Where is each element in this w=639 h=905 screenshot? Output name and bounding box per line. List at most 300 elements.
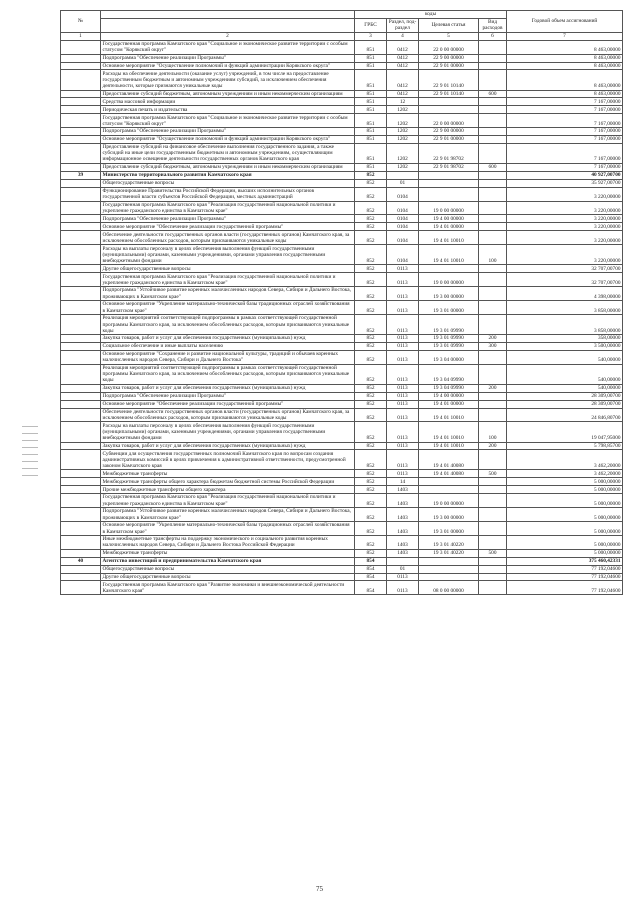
cell-r [387, 171, 419, 179]
cell-t: Функционирование Правительства Российской Федерации, высших исполнительных органов государственной власти субъектов Российской Федерации, местных администраций [101, 187, 355, 201]
cell-n [61, 335, 101, 343]
cell-s: 3 462,20000 [507, 450, 623, 470]
cell-c: 19 3 00 00000 [419, 287, 479, 301]
cell-v [479, 522, 507, 536]
cell-t: Подпрограмма "Обеспечение реализации Программы" [101, 392, 355, 400]
cell-s: 77 192,04600 [507, 581, 623, 595]
cell-n [61, 98, 101, 106]
cell-t: Предоставление субсидий на финансовое обеспечение выполнения государственного задания, а также субсидий на иные цели государственным бюджетным и автономным учреждениям, осуществляющим информационное освещение деятельности государственных органов Камчатского края [101, 143, 355, 163]
cell-s: 28 309,00700 [507, 392, 623, 400]
cell-c: 22 9 01 00000 [419, 135, 479, 143]
cell-t: Основное мероприятие "Осуществление полномочий и функций администрации Корякского округа" [101, 135, 355, 143]
cell-t: Обеспечение деятельности государственных органов власти (государственных органов) Камчатского края, за исключением обособленных расходов, которым присваиваются уникальные коды [101, 408, 355, 422]
header-numbers-row: 1 2 3 4 5 6 7 [61, 32, 623, 40]
cell-v [479, 187, 507, 201]
cell-t: Межбюджетные трансферты [101, 549, 355, 557]
cell-c: 19 4 01 10010 [419, 422, 479, 442]
cell-r: 0113 [387, 392, 419, 400]
cell-c: 19 4 01 10010 [419, 408, 479, 422]
cell-c: 19 3 01 09990 [419, 335, 479, 343]
cell-g: 852 [355, 536, 387, 550]
cell-g: 851 [355, 143, 387, 163]
cell-s: 7 167,00000 [507, 128, 623, 136]
table-row [61, 90, 623, 98]
table-row [61, 187, 623, 201]
cell-t: Межбюджетные трансферты [101, 470, 355, 478]
table-row [61, 549, 623, 557]
cell-v [479, 231, 507, 245]
cell-g: 852 [355, 364, 387, 384]
cell-g: 851 [355, 90, 387, 98]
cell-s: 28 309,00700 [507, 400, 623, 408]
cell-v [479, 215, 507, 223]
cell-r: 1202 [387, 114, 419, 128]
table-row [61, 557, 623, 565]
cell-r: 0412 [387, 90, 419, 98]
table-row [61, 470, 623, 478]
cell-s: 24 846,80700 [507, 408, 623, 422]
cell-g: 851 [355, 40, 387, 54]
cell-g: 852 [355, 301, 387, 315]
cell-v [479, 350, 507, 364]
cell-c: 08 0 00 00000 [419, 581, 479, 595]
table-row [61, 573, 623, 581]
cell-c: 19 3 04 00000 [419, 350, 479, 364]
cell-v [479, 114, 507, 128]
table-row [61, 565, 623, 573]
cell-g: 852 [355, 287, 387, 301]
table-row [61, 163, 623, 171]
table-row [61, 350, 623, 364]
cell-g: 852 [355, 422, 387, 442]
cell-s: 19 047,95000 [507, 422, 623, 442]
cell-v [479, 287, 507, 301]
table-row [61, 486, 623, 494]
cell-v [479, 573, 507, 581]
cell-s: 77 192,04600 [507, 565, 623, 573]
cell-g: 851 [355, 106, 387, 114]
cell-t: Расходы на выплаты персоналу в целях обеспечения выполнения функций государственными (муниципальными) органами, казенными учреждениями, органами управления государственными внебюджетными фондами [101, 422, 355, 442]
cell-c: 19 4 01 00000 [419, 400, 479, 408]
cell-n [61, 143, 101, 163]
cell-g: 851 [355, 54, 387, 62]
cell-v [479, 98, 507, 106]
cell-r: 0113 [387, 400, 419, 408]
cell-r: 0113 [387, 335, 419, 343]
cell-s: 8 463,00000 [507, 40, 623, 54]
cell-n [61, 223, 101, 231]
cell-c: 19 3 01 00000 [419, 301, 479, 315]
cell-s: 35 927,00700 [507, 179, 623, 187]
cell-s: 5 000,00000 [507, 522, 623, 536]
cell-r: 1202 [387, 106, 419, 114]
cell-r: 1202 [387, 128, 419, 136]
table-row [61, 70, 623, 90]
cell-n [61, 245, 101, 265]
cell-s: 7 167,00000 [507, 106, 623, 114]
cell-t: Расходы на выплаты персоналу в целях обеспечения выполнения функций государственными (муниципальными) органами, казенными учреждениями, органами управления государственными внебюджетными фондами [101, 245, 355, 265]
cell-g: 851 [355, 70, 387, 90]
table-body [61, 40, 623, 595]
cell-n [61, 128, 101, 136]
cell-n [61, 486, 101, 494]
cell-s: 5 000,00000 [507, 486, 623, 494]
cell-s: 3 500,00000 [507, 342, 623, 350]
cell-n [61, 384, 101, 392]
cell-c: 19 3 01 09990 [419, 342, 479, 350]
cell-n: 40 [61, 557, 101, 565]
cell-g: 852 [355, 400, 387, 408]
cell-r: 0104 [387, 201, 419, 215]
cell-n [61, 350, 101, 364]
cell-c: 19 0 00 00000 [419, 494, 479, 508]
cell-t: Государственная программа Камчатского края "Социальное и экономическое развитие территории с особым статусом "Корякский округ" [101, 40, 355, 54]
table-row [61, 508, 623, 522]
cell-n [61, 400, 101, 408]
cell-t: Министерство территориального развития Камчатского края [101, 171, 355, 179]
cell-c: 19 4 00 00000 [419, 392, 479, 400]
table-row [61, 408, 623, 422]
table-row [61, 128, 623, 136]
cell-t: Периодическая печать и издательства [101, 106, 355, 114]
table-row [61, 315, 623, 335]
cell-s: 32 707,00700 [507, 265, 623, 273]
cell-r: 1403 [387, 549, 419, 557]
cell-v [479, 478, 507, 486]
cell-g: 852 [355, 442, 387, 450]
cell-n [61, 287, 101, 301]
cell-n [61, 536, 101, 550]
col-razdel-header: Раздел, под-раздел [387, 18, 419, 32]
cell-r: 0113 [387, 265, 419, 273]
cell-s: 8 463,00000 [507, 90, 623, 98]
cell-t: Основное мероприятие "Обеспечение реализации государственной программы" [101, 223, 355, 231]
cell-c [419, 478, 479, 486]
cell-t: Предоставление субсидий бюджетным, автономным учреждениям и иным некоммерческим организациям [101, 90, 355, 98]
cell-v [479, 135, 507, 143]
cell-c [419, 573, 479, 581]
cell-n [61, 478, 101, 486]
cell-c: 19 4 01 40080 [419, 450, 479, 470]
table-row [61, 98, 623, 106]
margin-marks [22, 420, 38, 570]
cell-n [61, 265, 101, 273]
cell-v [479, 40, 507, 54]
table-row [61, 384, 623, 392]
cell-s: 540,00000 [507, 364, 623, 384]
cell-n [61, 301, 101, 315]
cell-v: 100 [479, 245, 507, 265]
cell-c: 19 4 01 10010 [419, 442, 479, 450]
table-row [61, 143, 623, 163]
cell-g: 852 [355, 315, 387, 335]
cell-r: 12 [387, 98, 419, 106]
cell-t: Реализация мероприятий соответствующей подпрограммы в рамках соответствующей государственной программы Камчатского края, за исключением обособленных расходов, которым присваиваются уникальные коды [101, 315, 355, 335]
cell-s: 7 167,00000 [507, 143, 623, 163]
cell-t: Расходы на обеспечение деятельности (оказание услуг) учреждений, в том числе на предоставление государственным бюджетным и автономным учреждениям субсидий, за исключением обеспечения деятельности, которые признаются уникальные коды [101, 70, 355, 90]
page-number: 75 [316, 885, 323, 893]
cell-g: 852 [355, 273, 387, 287]
cell-t: Подпрограмма "Устойчивое развитие коренных малочисленных народов Севера, Сибири и Дальнего Востока, проживающих в Камчатском крае" [101, 508, 355, 522]
table-row [61, 450, 623, 470]
cell-n [61, 392, 101, 400]
cell-s: 3 220,00000 [507, 187, 623, 201]
cell-r: 0113 [387, 364, 419, 384]
cell-n [61, 135, 101, 143]
cell-g: 852 [355, 215, 387, 223]
cell-n [61, 231, 101, 245]
cell-s: 3 220,00000 [507, 215, 623, 223]
col-cs-header: Целевая статья [419, 18, 479, 32]
cell-g: 854 [355, 557, 387, 565]
cell-r: 1403 [387, 536, 419, 550]
cell-r: 0113 [387, 301, 419, 315]
cell-v [479, 265, 507, 273]
cell-t: Государственная программа Камчатского края "Реализация государственной национальной политики и укрепление гражданского единства в Камчатском крае" [101, 201, 355, 215]
cell-n [61, 70, 101, 90]
cell-v [479, 450, 507, 470]
cell-v: 200 [479, 384, 507, 392]
cell-n [61, 215, 101, 223]
cell-t: Средства массовой информации [101, 98, 355, 106]
cell-t: Закупка товаров, работ и услуг для обеспечения государственных (муниципальных) нужд [101, 335, 355, 343]
cell-v: 300 [479, 342, 507, 350]
cell-c [419, 565, 479, 573]
cell-g: 854 [355, 581, 387, 595]
cell-s: 3 858,00000 [507, 301, 623, 315]
cell-v [479, 54, 507, 62]
cell-v: 600 [479, 163, 507, 171]
cell-n: 39 [61, 171, 101, 179]
cell-s: 3 220,00000 [507, 231, 623, 245]
cell-n [61, 450, 101, 470]
cell-s: 3 858,00000 [507, 315, 623, 335]
cell-r: 1403 [387, 494, 419, 508]
cell-s: 5 798,85700 [507, 442, 623, 450]
cell-c: 19 4 01 10010 [419, 245, 479, 265]
cell-r: 0412 [387, 70, 419, 90]
cell-s: 3 220,00000 [507, 201, 623, 215]
cell-v: 200 [479, 442, 507, 450]
cell-g: 852 [355, 245, 387, 265]
cell-r: 0412 [387, 40, 419, 54]
table-row [61, 179, 623, 187]
cell-t: Основное мероприятие "Укрепление материально-технической базы традиционных отраслей хозяйствования в Камчатском крае" [101, 522, 355, 536]
cell-g: 852 [355, 549, 387, 557]
cell-n [61, 470, 101, 478]
cell-n [61, 573, 101, 581]
cell-t: Подпрограмма "Обеспечение реализации Программы" [101, 54, 355, 62]
cell-s: 7 167,00000 [507, 98, 623, 106]
cell-v [479, 536, 507, 550]
cell-r: 1202 [387, 143, 419, 163]
cell-v [479, 494, 507, 508]
cell-g: 852 [355, 450, 387, 470]
cell-t: Обеспечение деятельности государственных органов власти (государственных органов) Камчатского края, за исключением обособленных расходов, которым присваиваются уникальные коды [101, 231, 355, 245]
cell-s: 8 463,00000 [507, 62, 623, 70]
cell-s: 5 000,00000 [507, 508, 623, 522]
cell-n [61, 508, 101, 522]
cell-v [479, 143, 507, 163]
cell-c: 19 0 00 00000 [419, 201, 479, 215]
cell-t: Реализация мероприятий соответствующей подпрограммы в рамках соответствующей государственной программы Камчатского края, за исключением обособленных расходов, которым присваиваются уникальные коды [101, 364, 355, 384]
cell-g: 852 [355, 179, 387, 187]
cell-c: 19 3 01 40220 [419, 549, 479, 557]
cell-s: 8 463,00000 [507, 70, 623, 90]
cell-n [61, 114, 101, 128]
cell-g: 852 [355, 342, 387, 350]
cell-c: 22 9 01 98702 [419, 163, 479, 171]
cell-r: 1403 [387, 522, 419, 536]
cell-g: 852 [355, 522, 387, 536]
cell-g: 854 [355, 573, 387, 581]
cell-s: 5 000,00000 [507, 494, 623, 508]
header-row-1 [61, 11, 623, 19]
cell-t: Межбюджетные трансферты общего характера бюджетам бюджетной системы Российской Федерации [101, 478, 355, 486]
cell-t: Прочие межбюджетные трансферты общего характера [101, 486, 355, 494]
cell-r: 0113 [387, 315, 419, 335]
cell-v [479, 179, 507, 187]
cell-c: 22 0 00 00000 [419, 114, 479, 128]
cell-c [419, 106, 479, 114]
cell-s: 4 398,00000 [507, 287, 623, 301]
cell-v [479, 557, 507, 565]
cell-n [61, 422, 101, 442]
cell-g: 852 [355, 494, 387, 508]
cell-t: Общегосударственные вопросы [101, 565, 355, 573]
cell-n [61, 581, 101, 595]
cell-r: 0113 [387, 350, 419, 364]
cell-g: 851 [355, 62, 387, 70]
cell-s: 5 000,00000 [507, 478, 623, 486]
cell-r: 0113 [387, 450, 419, 470]
cell-v [479, 565, 507, 573]
cell-t: Субвенции для осуществления государственных полномочий Камчатского края по вопросам создания административных комиссий в целях привлечения к административной ответственности, предусмотренной законом Камчатского края [101, 450, 355, 470]
cell-v [479, 62, 507, 70]
cell-s: 3 462,20000 [507, 470, 623, 478]
cell-c: 19 3 04 09990 [419, 364, 479, 384]
cell-s: 7 167,00000 [507, 163, 623, 171]
cell-n [61, 494, 101, 508]
table-row [61, 522, 623, 536]
cell-r: 1202 [387, 135, 419, 143]
cell-r: 1403 [387, 508, 419, 522]
cell-c: 22 9 00 00000 [419, 128, 479, 136]
cell-r: 0113 [387, 273, 419, 287]
cell-t: Государственная программа Камчатского края "Развитие экономики и внешнеэкономической деятельности Камчатского края" [101, 581, 355, 595]
cell-v [479, 128, 507, 136]
table-row [61, 215, 623, 223]
cell-s: 7 167,00000 [507, 114, 623, 128]
cell-c: 22 9 00 00000 [419, 54, 479, 62]
cell-r: 0412 [387, 54, 419, 62]
cell-r: 01 [387, 565, 419, 573]
cell-c: 19 3 01 00000 [419, 522, 479, 536]
cell-n [61, 179, 101, 187]
table-row [61, 114, 623, 128]
cell-s: 32 707,00700 [507, 273, 623, 287]
cell-g: 852 [355, 335, 387, 343]
cell-s: 375 460,42331 [507, 557, 623, 565]
table-row [61, 287, 623, 301]
cell-g: 852 [355, 508, 387, 522]
cell-v: 600 [479, 90, 507, 98]
cell-t: Основное мероприятие "Обеспечение реализации государственной программы" [101, 400, 355, 408]
cell-v [479, 364, 507, 384]
budget-document [60, 10, 622, 595]
cell-r: 1403 [387, 486, 419, 494]
table-row [61, 231, 623, 245]
cell-v: 500 [479, 549, 507, 557]
cell-c: 22 9 01 00000 [419, 62, 479, 70]
table-row [61, 342, 623, 350]
table-row [61, 478, 623, 486]
cell-v: 200 [479, 335, 507, 343]
cell-t: Закупка товаров, работ и услуг для обеспечения государственных (муниципальных) нужд [101, 384, 355, 392]
cell-c: 22 9 01 10140 [419, 70, 479, 90]
cell-c: 19 4 00 00000 [419, 215, 479, 223]
cell-n [61, 408, 101, 422]
cell-c: 19 3 04 09990 [419, 384, 479, 392]
cell-t: Основное мероприятие "Укрепление материально-технической базы традиционных отраслей хозяйствования в Камчатском крае" [101, 301, 355, 315]
cell-c: 19 4 01 40080 [419, 470, 479, 478]
table-row [61, 273, 623, 287]
cell-v: 500 [479, 470, 507, 478]
cell-v [479, 301, 507, 315]
table-row [61, 442, 623, 450]
table-row [61, 301, 623, 315]
table-row [61, 265, 623, 273]
cell-n [61, 565, 101, 573]
cell-s: 3 220,00000 [507, 223, 623, 231]
cell-t: Иные межбюджетные трансферты на поддержку экономического и социального развития коренных малочисленных народов Севера, Сибири и Дальнего Востока Российской Федерации [101, 536, 355, 550]
cell-g: 852 [355, 265, 387, 273]
cell-n [61, 315, 101, 335]
cell-v [479, 273, 507, 287]
cell-c [419, 179, 479, 187]
cell-s: 40 927,00700 [507, 171, 623, 179]
cell-t: Подпрограмма "Обеспечение реализации Программы" [101, 128, 355, 136]
cell-v [479, 408, 507, 422]
cell-g: 852 [355, 350, 387, 364]
table-row [61, 364, 623, 384]
cell-v [479, 223, 507, 231]
cell-v [479, 106, 507, 114]
cell-s: 5 000,00000 [507, 536, 623, 550]
cell-c [419, 187, 479, 201]
cell-c [419, 171, 479, 179]
table-row [61, 62, 623, 70]
cell-n [61, 90, 101, 98]
table-row [61, 40, 623, 54]
cell-v [479, 581, 507, 595]
cell-g: 852 [355, 392, 387, 400]
cell-t: Социальное обеспечение и иные выплаты населению [101, 342, 355, 350]
cell-c: 22 9 01 98702 [419, 143, 479, 163]
cell-s: 5 000,00000 [507, 549, 623, 557]
cell-t: Предоставление субсидий бюджетным, автономным учреждениям и иным некоммерческим организациям [101, 163, 355, 171]
cell-g: 852 [355, 478, 387, 486]
cell-r: 0104 [387, 231, 419, 245]
cell-g: 852 [355, 171, 387, 179]
cell-r: 0113 [387, 287, 419, 301]
table-row [61, 335, 623, 343]
cell-n [61, 163, 101, 171]
cell-r: 01 [387, 179, 419, 187]
col-num-header: № [61, 11, 101, 33]
cell-c: 19 3 01 40220 [419, 536, 479, 550]
cell-r: 0113 [387, 342, 419, 350]
